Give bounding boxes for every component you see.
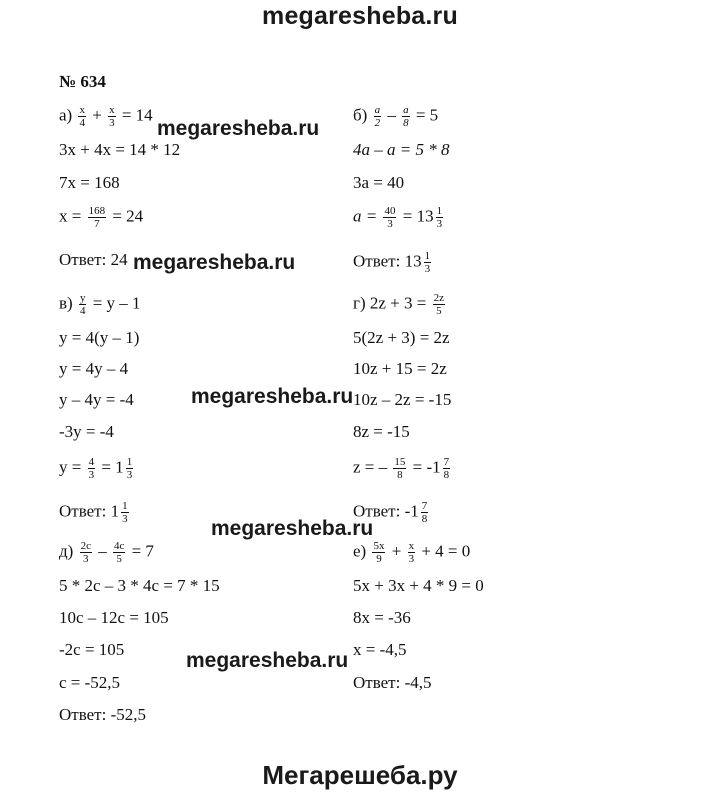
equation-rhs: = 7 [131,541,154,561]
part-v-step: y = $\frac{4}{3}$ = 1 $\frac{1}{3}$ [59,456,133,481]
part-a-step: 3x + 4x = 14 * 12 [59,140,181,159]
part-g-step: 5(2z + 3) = 2z [353,328,450,347]
part-v-answer: Ответ: 1 $\frac{1}{3}$ [59,500,128,525]
part-d-step: -2c = 105 [59,640,125,659]
fraction: $\frac{1}{3}$ [122,500,128,525]
fraction: $\frac{7}{8}$ [443,456,450,481]
part-b-equation [353,104,438,129]
fraction: $\frac{2c}{3}$ [80,540,91,565]
part-g-step: 10z + 15 = 2z [353,359,447,378]
watermark: megaresheba.ru [211,517,374,540]
part-v-step: y = 4(y – 1) [59,328,140,347]
fraction: $\frac{y}{4}$ [79,292,86,317]
part-e-step: x = -4,5 [353,640,407,659]
part-a-step: 7x = 168 [59,173,120,192]
part-b-step: 4a – a = 5 * 8 [353,140,450,159]
fraction: $\frac{4c}{5}$ [113,540,125,565]
part-d-step: 10c – 12c = 105 [59,608,169,627]
part-v-step: y = 4y – 4 [59,359,129,378]
fraction: $\frac{a}{8}$ [403,104,409,129]
equation-rhs: = 5 [415,105,439,125]
fraction: $\frac{2z}{5}$ [433,292,445,317]
part-a-label: а) [59,105,73,125]
part-b-answer: Ответ: 13 $\frac{1}{3}$ [353,250,431,275]
part-e-step: 8x = -36 [353,608,411,627]
fraction: $\frac{5x}{9}$ [373,540,385,565]
site-header: megaresheba.ru [262,2,458,30]
fraction: $\frac{a}{2}$ [374,104,381,129]
fraction: $\frac{40}{3}$ [384,205,396,230]
fraction: $\frac{7}{8}$ [421,500,428,525]
part-d-label: д) [59,541,74,561]
minus-sign: – [387,105,396,125]
part-g-step: z = – $\frac{15}{8}$ = -1 $\frac{7}{8}$ [353,456,450,481]
part-g-label: г) [353,293,366,313]
part-d-equation [59,540,154,565]
watermark: megaresheba.ru [191,385,354,408]
part-g-step: 10z – 2z = -15 [353,390,452,409]
plus-sign: + [92,105,102,125]
part-a-answer: Ответ: 24 [59,250,128,269]
minus-sign: – [98,541,107,561]
part-e-step: 5x + 3x + 4 * 9 = 0 [353,576,484,595]
part-d-step: 5 * 2c – 3 * 4c = 7 * 15 [59,576,220,595]
watermark: megaresheba.ru [133,251,296,274]
part-b-step: 3a = 40 [353,173,405,192]
fraction: $\frac{x}{4}$ [79,104,85,129]
part-g-equation: г) 2z + 3 = $\frac{2z}{5}$ [353,292,445,317]
equation-rhs: + 4 = 0 [421,541,471,561]
part-v-step: y – 4y = -4 [59,390,134,409]
watermark: megaresheba.ru [157,117,320,140]
part-b-step: a = $\frac{40}{3}$ = 13 $\frac{1}{3}$ [353,205,443,230]
part-v-label: в) [59,293,73,313]
part-e-answer: Ответ: -4,5 [353,673,432,692]
fraction: $\frac{1}{3}$ [424,250,431,275]
part-d-step: c = -52,5 [59,673,121,692]
fraction: $\frac{1}{3}$ [436,205,443,230]
fraction: $\frac{x}{3}$ [408,540,415,565]
fraction: $\frac{4}{3}$ [88,456,95,481]
part-g-answer: Ответ: -1 $\frac{7}{8}$ [353,500,428,525]
equation-rhs: = 14 [121,105,153,125]
part-e-label: е) [353,541,367,561]
part-v-step: -3y = -4 [59,422,114,441]
watermark: megaresheba.ru [186,649,349,672]
problem-number: № 634 [59,72,106,91]
plus-sign: + [391,541,402,561]
equation-rhs: = y – 1 [92,293,141,313]
part-a-step: x = $\frac{168}{7}$ = 24 [59,205,144,230]
fraction: $\frac{x}{3}$ [109,104,115,129]
part-e-equation [353,540,470,565]
fraction: $\frac{168}{7}$ [88,205,106,230]
site-footer: Мегарешеба.ру [262,760,458,790]
part-b-label: б) [353,105,368,125]
part-a-equation [59,104,153,129]
part-v-equation [59,292,141,317]
fraction: $\frac{15}{8}$ [394,456,406,481]
part-d-answer: Ответ: -52,5 [59,705,146,724]
fraction: $\frac{1}{3}$ [126,456,133,481]
part-g-step: 8z = -15 [353,422,410,441]
